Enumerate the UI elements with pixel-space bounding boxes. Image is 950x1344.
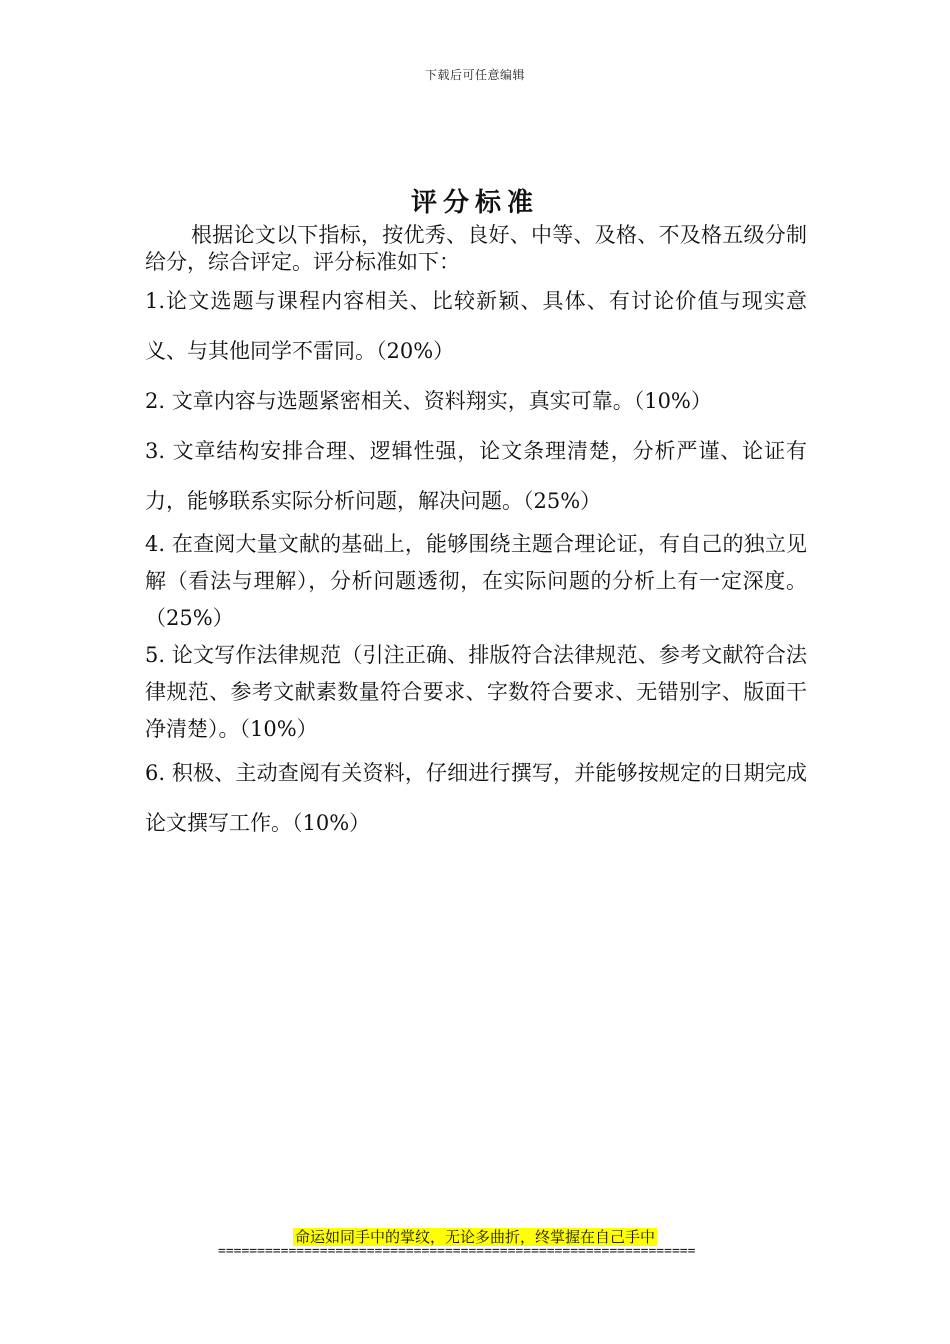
criterion-item-2: 2. 文章内容与选题紧密相关、资料翔实，真实可靠。（10%） <box>145 389 712 413</box>
criterion-item-3: 3. 文章结构安排合理、逻辑性强，论文条理清楚，分析严谨、论证有力，能够联系实际分析问题，解决问题。（25%） <box>145 439 807 513</box>
footer-divider-rule: ============================================================= <box>218 1244 696 1259</box>
criterion-item-6: 6. 积极、主动查阅有关资料，仔细进行撰写，并能够按规定的日期完成论文撰写工作。（10%） <box>145 761 807 835</box>
criterion-item-1: 1.论文选题与课程内容相关、比较新颖、具体、有讨论价值与现实意义、与其他同学不雷同。（20%） <box>145 289 807 363</box>
footer-motto-text: 命运如同手中的掌纹，无论多曲折，终掌握在自己手中 <box>294 1228 655 1246</box>
intro-paragraph: 根据论文以下指标，按优秀、良好、中等、及格、不及格五级分制给分，综合评定。评分标准如下： <box>145 223 807 274</box>
page-header-note: 下载后可任意编辑 <box>424 68 525 82</box>
criterion-item-5: 5. 论文写作法律规范（引注正确、排版符合法律规范、参考文献符合法律规范、参考文献素数量符合要求、字数符合要求、无错别字、版面干净清楚）。（10%） <box>145 643 807 741</box>
document-body <box>145 222 807 848</box>
document-title: 评分标准 <box>410 188 539 218</box>
criterion-item-4: 4. 在查阅大量文献的基础上，能够围绕主题合理论证，有自己的独立见解（看法与理解），分析问题透彻，在实际问题的分析上有一定深度。（25%） <box>145 532 807 630</box>
